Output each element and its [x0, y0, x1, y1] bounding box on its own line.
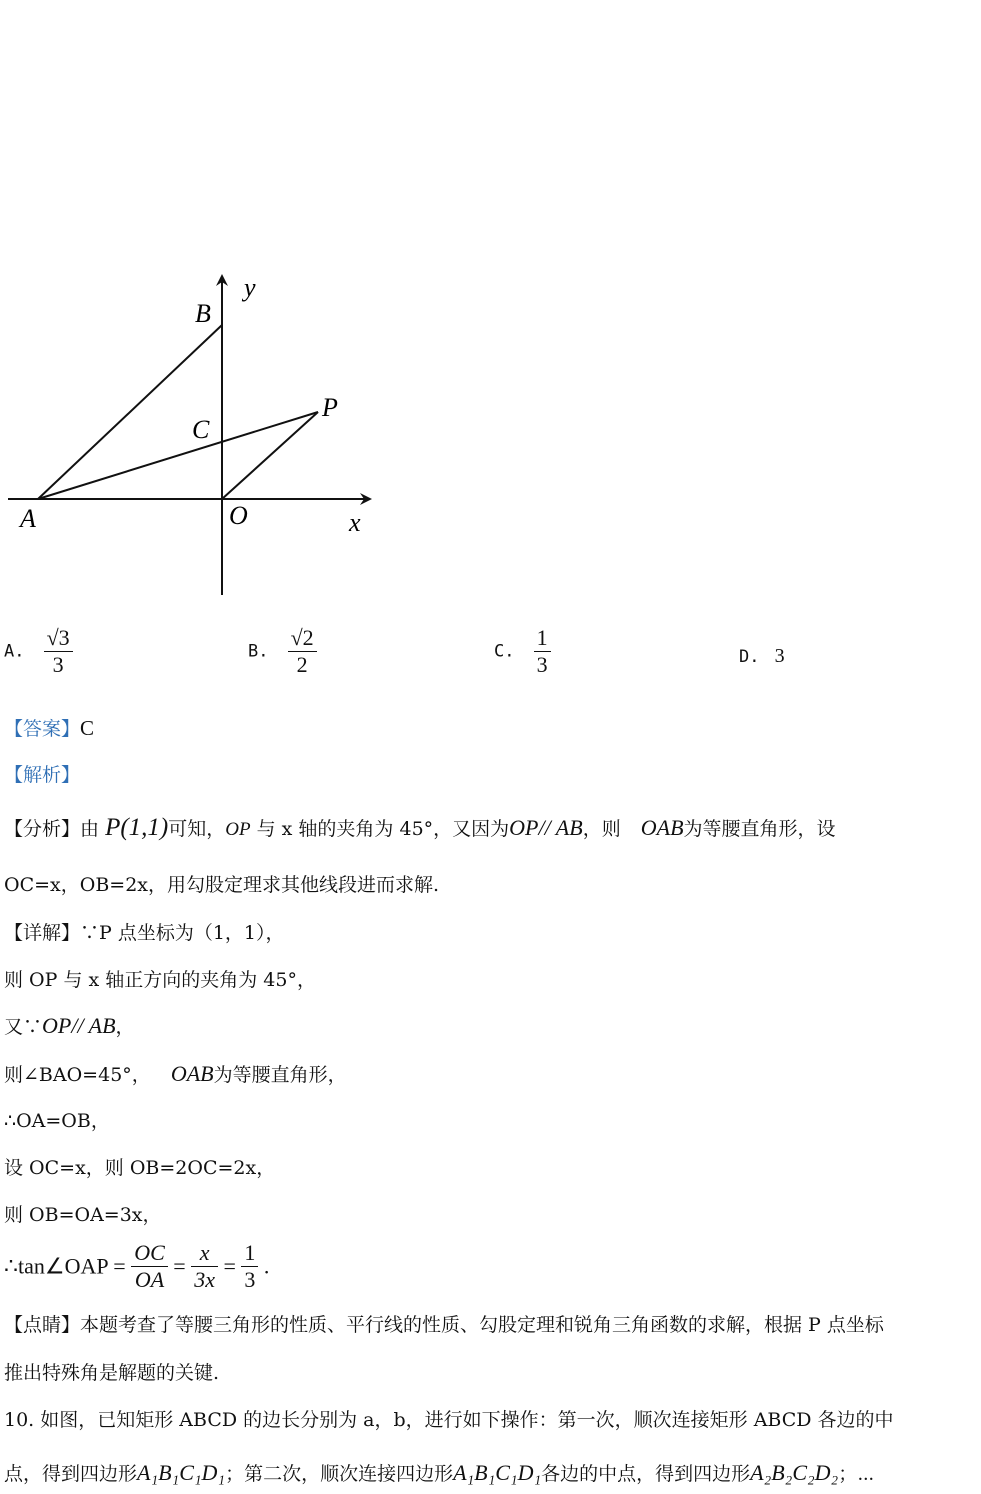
xiangjie-line-8	[4, 1240, 269, 1293]
question-10-line-2	[4, 1461, 874, 1486]
label-p: P	[322, 393, 338, 422]
label-c: C	[192, 415, 210, 444]
fenxi-text-b: 可知，	[168, 818, 226, 840]
option-b-num: √2	[288, 625, 317, 652]
option-d-letter: D.	[739, 647, 760, 667]
option-b[interactable]	[248, 625, 317, 678]
xiangjie-l1: ∵P 点坐标为（1，1），	[80, 922, 285, 944]
option-a-letter: A.	[4, 641, 25, 662]
dianjing-tag: 【点睛】	[4, 1314, 81, 1336]
fraction-3x: 3x	[194, 1267, 215, 1292]
fenxi-line-2: OC=x，OB=2x，用勾股定理求其他线段进而求解.	[4, 874, 440, 896]
option-c-fraction	[534, 625, 551, 678]
xiangjie-line-2: 则 OP 与 x 轴正方向的夹角为 45°，	[4, 969, 316, 991]
segment-op	[222, 412, 318, 499]
answer-line	[4, 716, 94, 741]
answer-tag: 【答案】	[4, 718, 81, 740]
tan-expression: ∴tan∠OAP =	[4, 1253, 126, 1279]
fraction-x: x	[191, 1240, 218, 1267]
fenxi-op: OP	[225, 819, 251, 840]
option-a-num: √3	[44, 625, 73, 652]
option-a[interactable]	[4, 625, 73, 678]
fraction-oc-oa	[131, 1240, 168, 1293]
xiangjie-line-7: 则 OB=OA=3x，	[4, 1204, 162, 1226]
fenxi-op-parallel-ab: OP// AB	[509, 815, 583, 840]
option-b-fraction	[288, 625, 317, 678]
label-a: A	[20, 504, 36, 533]
q10-quad-a1b1c1d1-2: A₁B₁C₁D₁	[453, 1460, 542, 1485]
label-o: O	[229, 501, 248, 530]
xiangjie-line-3	[4, 1014, 135, 1039]
fraction-oc: OC	[131, 1240, 168, 1267]
xiangjie-l4c: 为等腰直角形，	[213, 1064, 347, 1086]
xiangjie-l4a: 则∠BAO=45°，	[4, 1064, 151, 1086]
xiangjie-line-1	[4, 921, 285, 945]
period: .	[263, 1253, 270, 1279]
option-c[interactable]	[494, 625, 551, 678]
option-b-den: 2	[296, 652, 308, 677]
xiangjie-line-4	[4, 1062, 347, 1087]
dianjing-line-2: 推出特殊角是解题的关键.	[4, 1362, 220, 1384]
xiangjie-l4b: OAB	[170, 1061, 214, 1086]
fenxi-text-e: 为等腰直角形，设	[683, 818, 836, 840]
fenxi-text-c: 与 x 轴的夹角为 45°，又因为	[256, 818, 510, 840]
fenxi-oab: OAB	[640, 815, 684, 840]
label-x: x	[349, 508, 361, 537]
fenxi-text-a: 由	[80, 818, 100, 840]
equals-2: =	[223, 1253, 236, 1279]
xiangjie-line-6: 设 OC=x，则 OB=2OC=2x，	[4, 1157, 276, 1179]
fraction-3: 3	[244, 1267, 256, 1292]
equals-1: =	[173, 1253, 186, 1279]
option-d[interactable]	[739, 645, 785, 668]
dianjing-text-1: 本题考查了等腰三角形的性质、平行线的性质、勾股定理和锐角三角函数的求解，根据 P 点坐标	[80, 1314, 884, 1336]
q10-text-b: ；第二次，顺次连接四边形	[225, 1463, 454, 1485]
option-a-den: 3	[52, 652, 64, 677]
q10-text-c: 各边的中点，得到四边形	[541, 1463, 751, 1485]
q10-text-d: ；⋯	[838, 1463, 875, 1485]
q10-quad-a2b2c2d2: A₂B₂C₂D₂	[750, 1460, 839, 1485]
fenxi-line-1	[4, 816, 836, 842]
fraction-1: 1	[241, 1240, 258, 1267]
label-b: B	[195, 299, 211, 328]
option-b-letter: B.	[248, 641, 269, 662]
answer-value: C	[80, 716, 95, 740]
fenxi-text-d: ，则	[582, 818, 621, 840]
xiangjie-l3c: ，	[115, 1016, 135, 1038]
option-a-fraction	[44, 625, 73, 678]
question-10-line-1: 10. 如图，已知矩形 ABCD 的边长分别为 a，b，进行如下操作：第一次，顺次连接矩形 ABCD 各边的中	[4, 1409, 894, 1431]
p-coordinate: P(1,1)	[105, 814, 169, 841]
xiangjie-l3b: OP// AB	[42, 1013, 116, 1038]
option-c-den: 3	[536, 652, 548, 677]
segment-ab	[38, 325, 222, 499]
fenxi-tag: 【分析】	[4, 818, 81, 840]
label-y: y	[244, 273, 256, 302]
fraction-x-3x	[191, 1240, 218, 1293]
coordinate-figure	[0, 270, 390, 610]
q10-quad-a1b1c1d1: A₁B₁C₁D₁	[137, 1460, 226, 1485]
xiangjie-tag: 【详解】	[4, 922, 81, 944]
q10-text-a: 点，得到四边形	[4, 1463, 138, 1485]
dianjing-line-1	[4, 1313, 884, 1337]
xiangjie-line-5: ∴OA=OB，	[4, 1110, 110, 1132]
fraction-oa: OA	[134, 1267, 165, 1292]
analysis-tag: 【解析】	[4, 764, 81, 786]
option-d-value: 3	[774, 645, 785, 667]
option-c-num: 1	[534, 625, 551, 652]
xiangjie-l3a: 又∵	[4, 1016, 43, 1038]
option-c-letter: C.	[494, 641, 515, 662]
fraction-one-third	[241, 1240, 258, 1293]
segment-ap	[38, 412, 318, 499]
